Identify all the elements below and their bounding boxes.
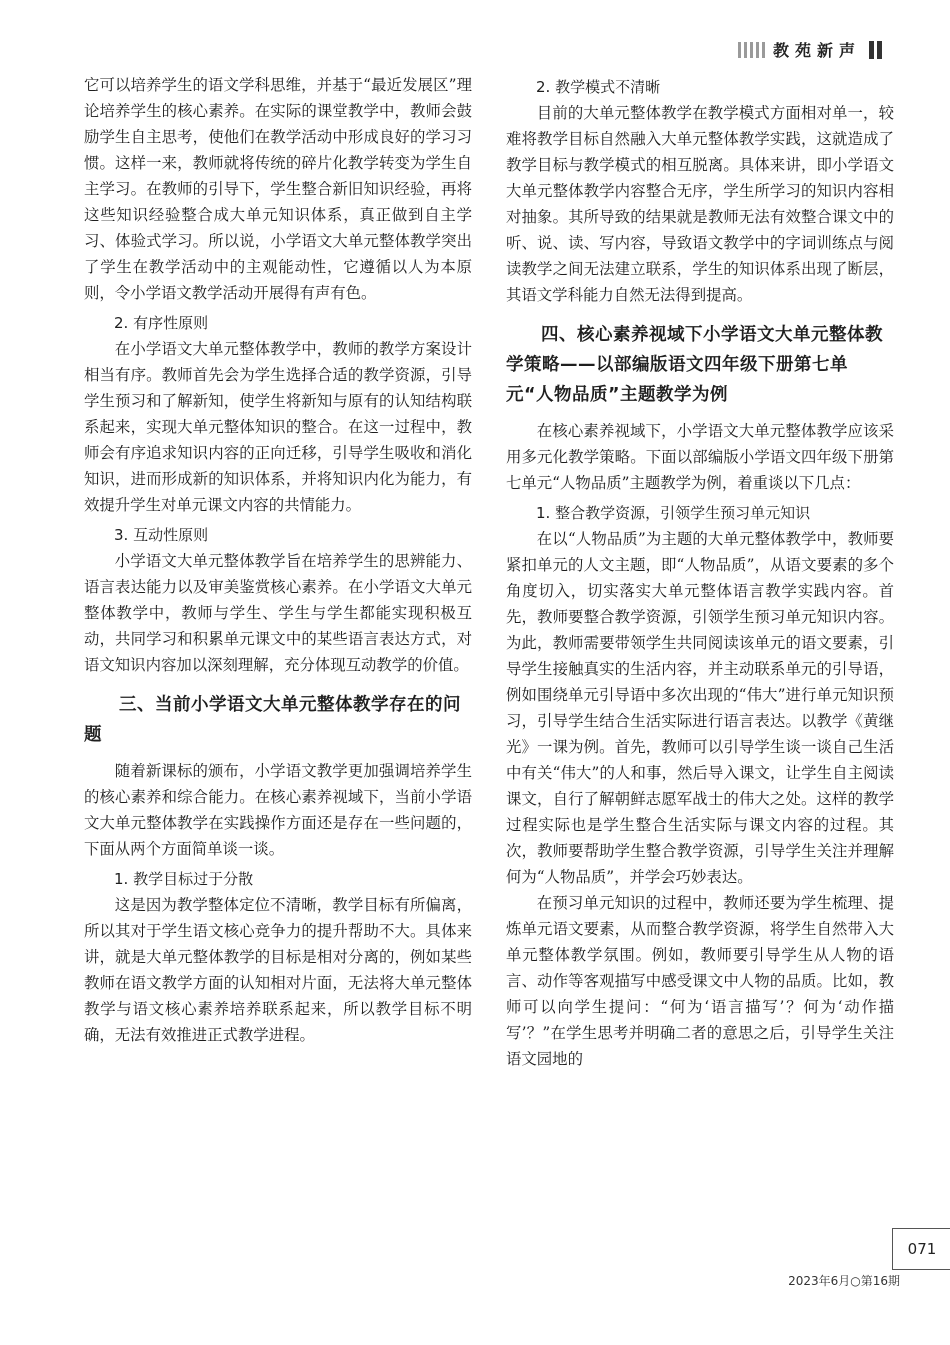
paragraph: 小学语文大单元整体教学旨在培养学生的思辨能力、语言表达能力以及审美鉴赏核心素养。在小学语文大单元整体教学中，教师与学生、学生与学生都能实现积极互动，共同学习和积累单元课文中的某些语言表达方式，对语文知识内容加以深刻理解，充分体现互动教学的价值。 (84, 552, 472, 674)
paragraph: 在预习单元知识的过程中，教师还要为学生梳理、提炼单元语文要素，从而整合教学资源，将学生自然带入大单元整体教学氛围。例如，教师要引导学生从人物的语言、动作等客观描写中感受课文中人物的品质。比如，教师可以向学生提问：“何为‘语言描写’？何为‘动作描写’？”在学生思考并明确二者的意思之后，引导学生关注语文园地的 (506, 894, 894, 1068)
header-bars-right (869, 41, 882, 59)
subheading: 2. 有序性原则 (114, 314, 209, 332)
journal-section-title: 教苑新声 (772, 41, 861, 60)
paragraph: 随着新课标的颁布，小学语文教学更加强调培养学生的核心素养和综合能力。在核心素养视域下，当前小学语文大单元整体教学在实践操作方面还是存在一些问题的，下面从两个方面简单谈一谈。 (84, 762, 472, 858)
paragraph: 在小学语文大单元整体教学中，教师的教学方案设计相当有序。教师首先会为学生选择合适的教学资源，引导学生预习和了解新知，使学生将新知与原有的认知结构联系起来，实现大单元整体知识的整合。在这一过程中，教师会有序追求知识内容的正向迁移，引导学生吸收和消化知识，进而形成新的知识体系，并将知识内化为能力，有效提升学生对单元课文内容的共情能力。 (84, 340, 472, 514)
paragraph: 在以“人物品质”为主题的大单元整体教学中，教师要紧扣单元的人文主题，即“人物品质”，从语文要素的多个角度切入，切实落实大单元整体语言教学实践内容。首先，教师要整合教学资源，引领学生预习单元知识内容。为此，教师需要带领学生共同阅读该单元的语文要素，引导学生接触真实的生活内容，并主动联系单元的引导语，例如围绕单元引导语中多次出现的“伟大”进行单元知识预习，引导学生结合生活实际进行语言表达。以教学《黄继光》一课为例。首先，教师可以引导学生谈一谈自己生活中有关“伟大”的人和事，然后导入课文，让学生自主阅读课文，自行了解朝鲜志愿军战士的伟大之处。这样的教学过程实际也是学生整合生活实际与课文内容的过程。其次，教师要帮助学生整合教学资源，引导学生关注并理解何为“人物品质”，并学会巧妙表达。 (506, 530, 894, 886)
subheading: 3. 互动性原则 (114, 526, 209, 544)
paragraph: 它可以培养学生的语文学科思维，并基于“最近发展区”理论培养学生的核心素养。在实际的课堂教学中，教师会鼓励学生自主思考，使他们在教学活动中形成良好的学习习惯。这样一来，教师就将传统的碎片化教学转变为学生自主学习。在教师的引导下，学生整合新旧知识经验，再将这些知识经验整合成大单元知识体系，真正做到自主学习、体验式学习。所以说，小学语文大单元整体教学突出了学生在教学活动中的主观能动性，它遵循以人为本原则，令小学语文教学活动开展得有声有色。 (84, 76, 472, 302)
section-heading: 三、当前小学语文大单元整体教学存在的问题 (84, 695, 461, 745)
subheading: 1. 教学目标过于分散 (114, 870, 254, 888)
paragraph: 目前的大单元整体教学在教学模式方面相对单一，较难将教学目标自然融入大单元整体教学实践，这就造成了教学目标与教学模式的相互脱离。具体来讲，即小学语文大单元整体教学内容整合无序，学生所学习的知识内容相对抽象。其所导致的结果就是教师无法有效整合课文中的听、说、读、写内容，导致语文教学中的字词训练点与阅读教学之间无法建立联系，学生的知识体系出现了断层，其语文学科能力自然无法得到提高。 (506, 104, 894, 304)
right-column (506, 72, 894, 1072)
paragraph: 在核心素养视域下，小学语文大单元整体教学应该采用多元化教学策略。下面以部编版小学语文四年级下册第七单元“人物品质”主题教学为例，着重谈以下几点： (506, 422, 894, 492)
left-column (84, 72, 472, 1048)
journal-header (738, 38, 882, 61)
paragraph: 这是因为教学整体定位不清晰，教学目标有所偏离，所以其对于学生语文核心竞争力的提升帮助不大。具体来讲，就是大单元整体教学的目标是相对分离的，例如某些教师在语文教学方面的认知相对片面，无法将大单元整体教学与语文核心素养培养联系起来，所以教学目标不明确，无法有效推进正式教学进程。 (84, 896, 472, 1044)
issue-info: 2023年6月○第16期 (788, 1274, 900, 1288)
subheading: 2. 教学模式不清晰 (536, 78, 661, 96)
section-heading: 四、核心素养视域下小学语文大单元整体教学策略——以部编版语文四年级下册第七单元“人物品质”主题教学为例 (506, 325, 883, 405)
page-number: 071 (892, 1228, 950, 1270)
subheading: 1. 整合教学资源，引领学生预习单元知识 (536, 504, 811, 522)
header-bars-left (738, 42, 765, 58)
